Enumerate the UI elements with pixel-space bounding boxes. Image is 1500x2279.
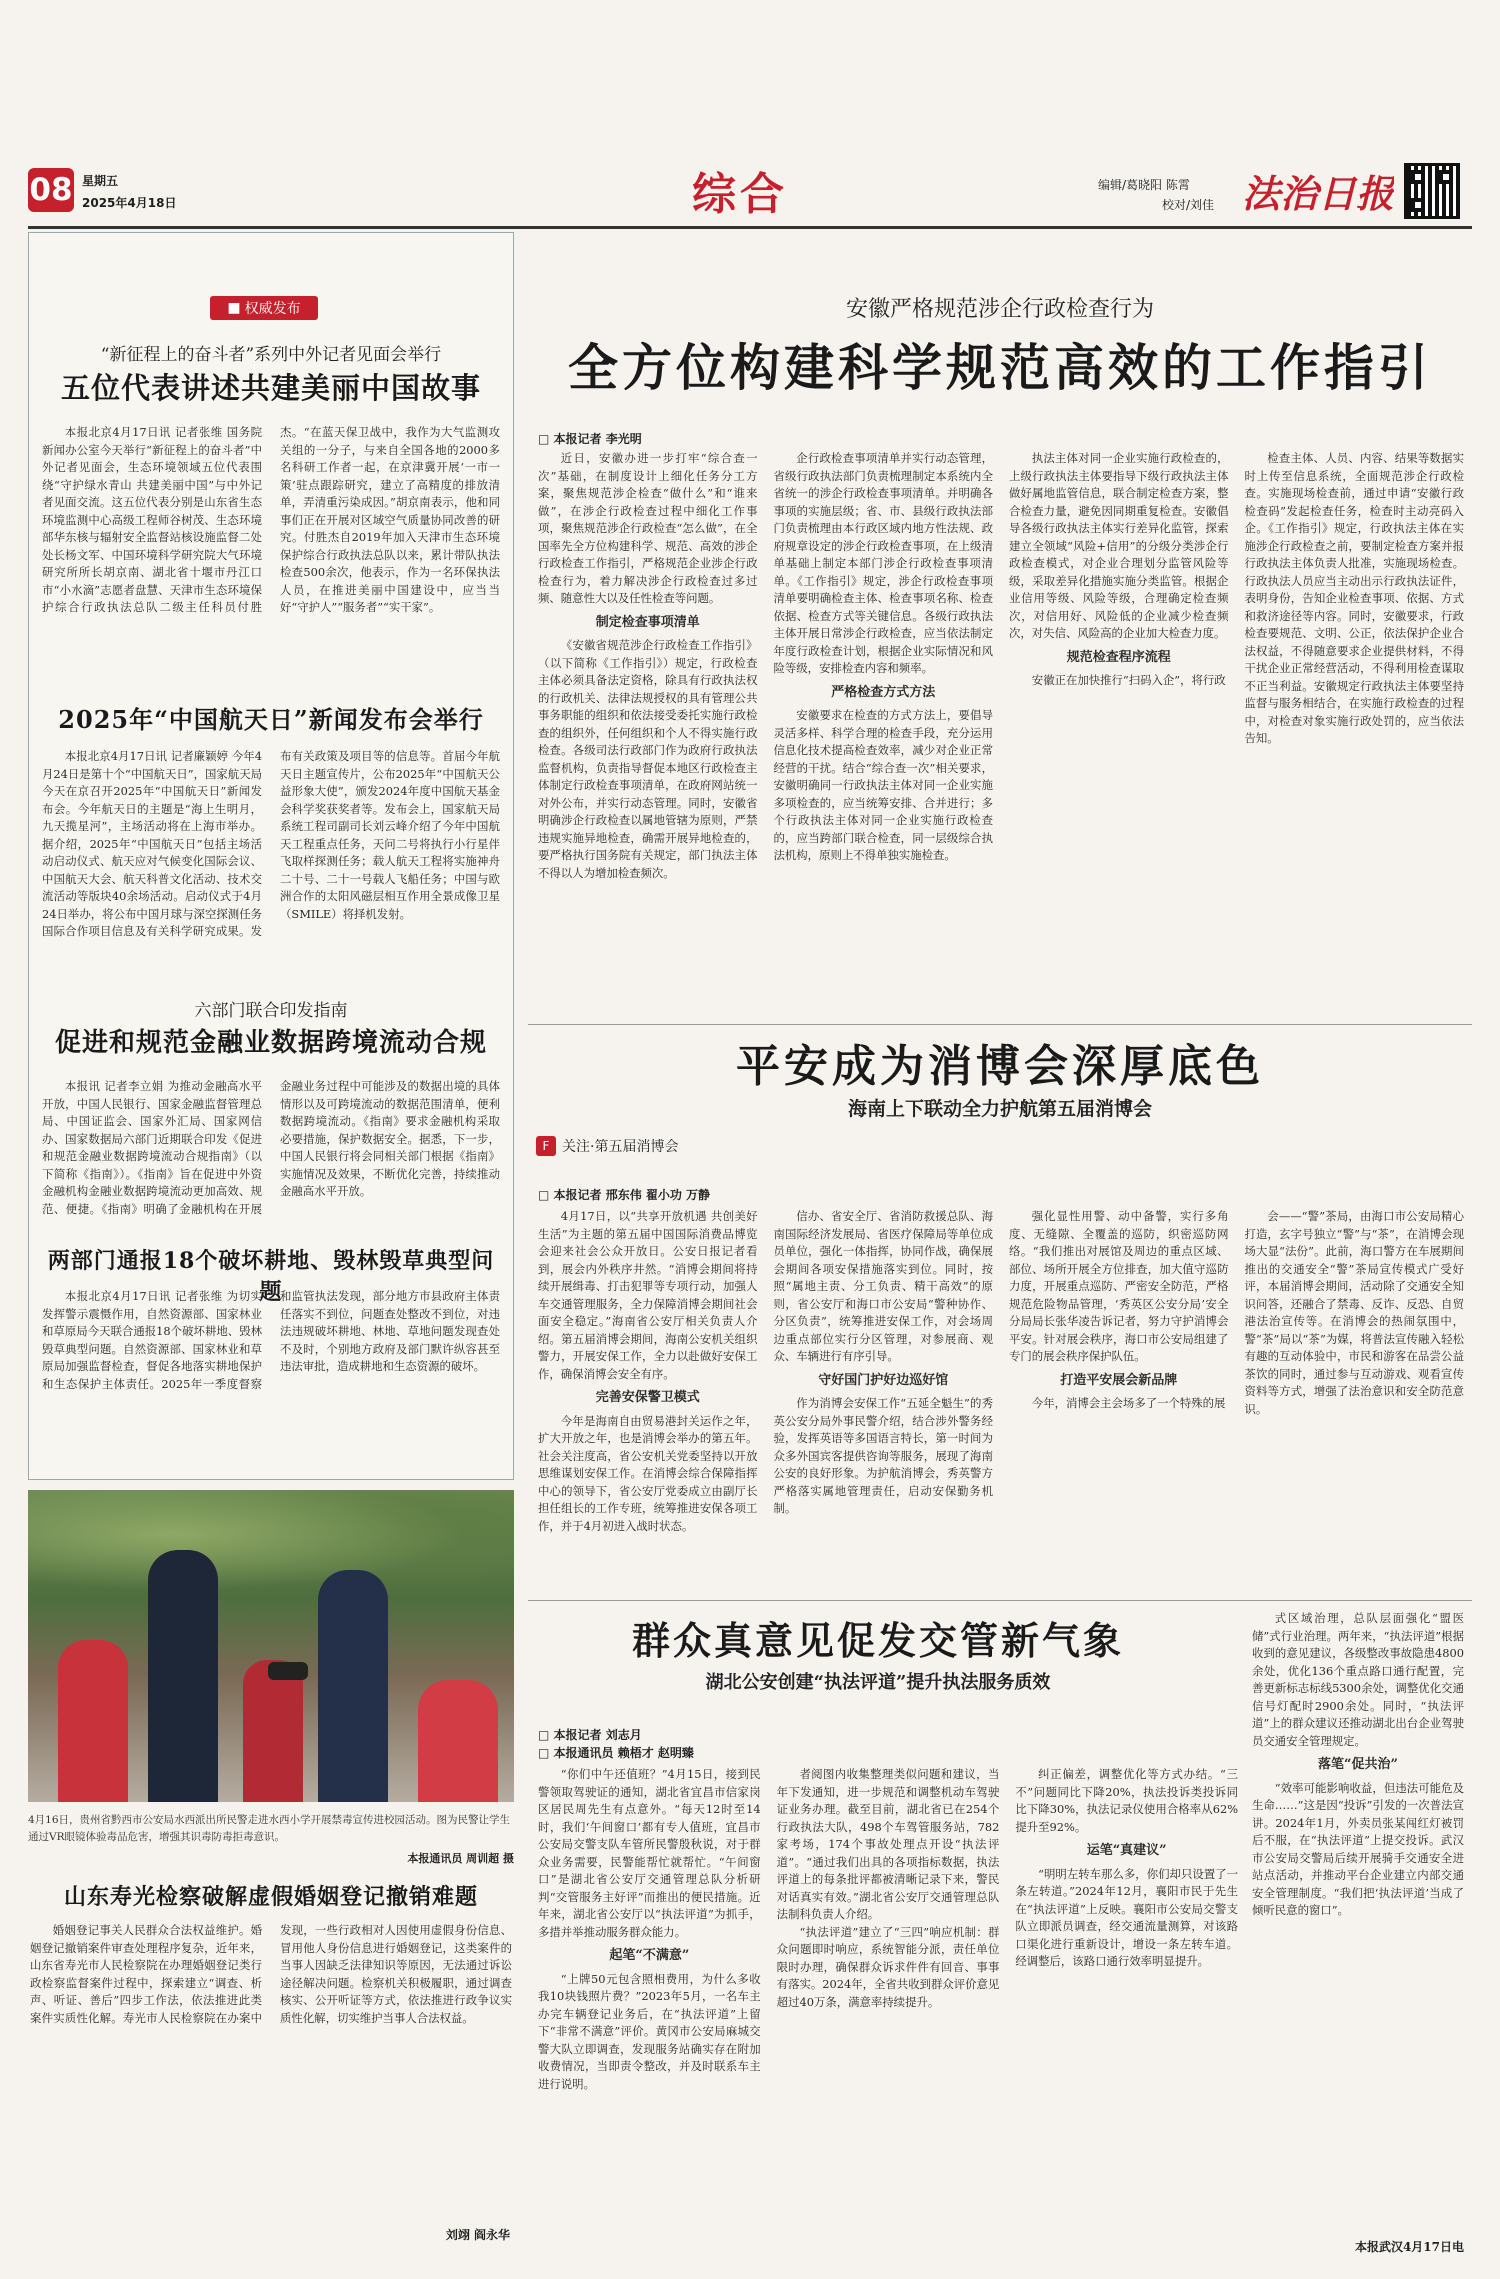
mid-col-1 — [538, 1208, 758, 1588]
student-figure — [58, 1640, 128, 1802]
mid-col-4 — [1245, 1208, 1465, 1588]
bottom-col-4-text: 式区域治理，总队层面强化“盟医储”式行业治理。两年来，“执法评道”根据收到的意见建议，各级整改事故隐患4800余处，优化136个重点路口通行配置，完善更新标志标线5300余处，调整优化交通信号灯配时2900余处。同时，“执法评道”上的群众建议还推动湖北出台企业驾驶员交通安全管理规定。 — [1252, 1611, 1464, 1748]
bottom-byline-1: □ 本报记者 刘志月 — [538, 1728, 642, 1742]
top-col-1b-text: 《安徽省规范涉企行政检查工作指引》（以下简称《工作指引》）规定，行政检查主体必须具备法定资格，除具有行政执法权的行政机关、法律法规授权的具有管理公共事务职能的组织和依法接受委托实施行政检查的组织外，任何组织和个人不得实施行政检查。各级司法行政部门作为政府行政执法监督机构，负责指导督促本地区行政检查主体制定行政检查事项清单，在政府网站统一对外公布，并实行动态管理。同时，安徽省明确涉企行政检查以属地管辖为原则，严禁违规实施异地检查，确需开展异地检查的，要严格执行国务院有关规定，部门执法主体不得以人为增加检查频次。 — [538, 638, 758, 880]
mid-title: 平安成为消博会深厚底色 — [736, 1041, 1264, 1092]
top-byline: □ 本报记者 李光明 — [538, 432, 642, 446]
mid-col-1-text: 4月17日，以“共享开放机遇 共创美好生活”为主题的第五届中国国际消费品博览会迎来社会公众开放日。公安日报记者看到，展会内外秩序井然。“消博会期间将持续开展缉毒、打击犯罪等专项行动，加强人车交通管理服务，全力保障消博会期间社会面安全稳定。”海南省公安厅相关负责人介绍。第五届消博会期间，海南公安机关组织警力，开展安保工作，全力以赴做好安保工作，确保消博会安全有序。 — [538, 1209, 758, 1381]
bottom-dateline: 本报武汉4月17日电 — [1354, 2240, 1464, 2254]
photo-caption-text: 4月16日，贵州省黔西市公安局水西派出所民警走进水西小学开展禁毒宣传进校园活动。图为民警让学生通过VR眼镜体验毒品危害，增强其识毒防毒拒毒意识。 — [28, 1814, 511, 1843]
qr-code-icon — [1404, 163, 1460, 219]
bottom-col-1 — [538, 1766, 761, 2246]
left-a5-text: 婚姻登记事关人民群众合法权益维护。婚姻登记撤销案件审查处理程序复杂，近年来，山东省寿光市人民检察院在办理婚姻登记类行政检察监督案件过程中，探索建立“调查、析声、听证、善后”四步工作法，依法推进此类案件实质性化解。寿光市人民检察院在办案中发现，一些行政相对人因使用虚假身份信息、冒用他人身份信息进行婚姻登记，这类案件的当事人因缺乏法律知识等原因，无法通过诉讼途径解决问题。检察机关积极履职，通过调查核实、公开听证等方式，依法推进行政争议实质性化解，切实维护当事人合法权益。 — [30, 1923, 512, 2025]
top-col-4 — [1245, 450, 1465, 1016]
bottom-col-4b-text: “效率可能影响收益，但违法可能危及生命……”这是因“投诉”引发的一次普法宣讲。2024年1月，外卖员张某闯红灯被罚后不服，在“执法评道”上提交投诉。武汉市公安局交警局后续开展骑手交通安全进站点活动，并推动平台企业建立内部交通安全管理制度。“我们把‘执法评道’当成了倾听民意的窗口”。 — [1252, 1780, 1464, 1917]
student-figure-3 — [418, 1680, 498, 1802]
news-photo — [28, 1490, 514, 1802]
top-col-4-text: 检查主体、人员、内容、结果等数据实时上传至信息系统，全面规范涉企行政检查。实施现场检查前，通过申请“安徽行政检查码”发起检查任务，检查时主动亮码入企。《工作指引》规定，行政执法主体在实施涉企行政检查之前，要制定检查方案并报行政执法主体负责人批准，实施现场检查。行政执法人员应当主动出示行政执法证件，表明身份，告知企业检查事项、依据、方式和救济途径等内容。同时，安徽要求，行政检查要规范、文明、公正，依法保护企业合法权益，不得随意要求企业提供材料，不得干扰企业正常经营活动，不得利用检查谋取不正当利益。安徽规定行政执法主体要坚持监督与服务相结合，在实施行政检查的过程中，对检查对象实施行政处罚的，应当依法告知。 — [1244, 451, 1464, 745]
bottom-col-1b-text: “上牌50元包含照相费用，为什么多收我10块钱照片费？”2023年5月，一名车主办完车辆登记业务后，在“执法评道”上留下“非常不满意”评价。黄冈市公安局麻城交警大队立即调查，发现服务站确实存在附加收费情况，当即责令整改，并及时联系车主进行说明。 — [538, 1971, 761, 2091]
left-a3-kicker: 六部门联合印发指南 — [194, 1001, 348, 1021]
mid-col-4-text: 会——“警”茶局，由海口市公安局精心打造，玄字号独立“警”与“茶”，在消博会现场大显“法份”。此前，海口警方在车展期间推出的交通安全“警”茶局宣传模式广受好评，本届消博会期间，活动除了交通安全知识问答，还融合了禁毒、反诈、反恐、自贸港法治宣传等。在消博会的热闹氛围中，警“茶”局以“茶”为媒，将普法宣传融入轻松有趣的互动体验中，市民和游客在品尝公益茶饮的同时，通过参与互动游戏、观看宣传资料等方式，增强了法治意识和安全防范意识。 — [1244, 1209, 1464, 1416]
bottom-col-2 — [777, 1766, 1000, 2246]
bottom-col-3b-text: “明明左转车那么多，你们却只设置了一条左转道。”2024年12月，襄阳市民于先生在“执法评道”上反映。襄阳市公安局交警支队立即派员调查，经交通流量测算，对该路口渠化进行重新设计，增设一条左转车道。经调整后，该路口通行效率明显提升。 — [1015, 1866, 1238, 1968]
left-a2-title: 2025年“中国航天日”新闻发布会举行 — [58, 705, 484, 734]
left-a4-body — [42, 1288, 500, 1468]
photo-credit: 本报通讯员 周训超 摄 — [407, 1852, 514, 1865]
section-title: 综合 — [692, 169, 788, 220]
mid-col-1b-text: 今年是海南自由贸易港封关运作之年，扩大开放之年，也是消博会举办的第五年。社会关注度高，省公安机关党委坚持以开放思维谋划安保工作。在消博会综合保障指挥中心的领导下，省公安厅党委成立由副厅长担任组长的工作专班，统筹推进安保各项工作，并于4月初进入战时状态。 — [538, 1413, 758, 1533]
bottom-col-1-text: “你们中午还值班？”4月15日，接到民警领取驾驶证的通知，湖北省宜昌市信家岗区居民周先生有点意外。“每天12时至14时，我们‘午间窗口’都有专人值班，宜昌市公安局交警支队车管所民警殷秋说，对于群众业务需要，民警能帮忙就帮忙。“午间窗口”是湖北省公安厅交通管理总队分析研判“交管服务主好评”而推出的便民措施。近年来，湖北省公安厅以“执法评道”为抓手，多措并举推动服务群众能力。 — [538, 1767, 761, 1939]
mid-subtitle: 海南上下联动全力护航第五届消博会 — [847, 1098, 1152, 1120]
top-col-3-subhead: 规范检查程序流程 — [1066, 649, 1171, 665]
left-a5-authors: 刘翊 阎永华 — [445, 2228, 510, 2242]
header-rule — [28, 226, 1472, 229]
left-a4-title: 两部门通报18个破坏耕地、毁林毁草典型问题 — [47, 1248, 495, 1305]
left-a5-title: 山东寿光检察破解虚假婚姻登记撤销难题 — [63, 1884, 478, 1910]
photo-caption — [28, 1812, 514, 1846]
mid-col-3-text: 强化显性用警、动中备警，实行多角度、无缝隙、全覆盖的巡防，织密巡防网络。“我们推出对展馆及周边的重点区域、部位、场所开展全方位排查，加大值守巡防力度，开展重点巡防、严密安全防范，严格规范危险物品管理，‘秀英区公安分局’安全分局局长张华凌告诉记者，努力守护消博会平安。针对展会秩序，海口市公安局组建了专门的展会秩序保护队伍。 — [1009, 1209, 1229, 1363]
bottom-col-1-subhead: 起笔“不满意” — [609, 1948, 690, 1963]
mid-column-tag-label: 关注·第五届消博会 — [562, 1139, 679, 1155]
bottom-subtitle: 湖北公安创建“执法评道”提升执法服务质效 — [705, 1672, 1051, 1693]
top-col-2-text: 企行政检查事项清单并实行动态管理，省级行政执法部门负责梳理制定本系统内全省统一的涉企行政检查事项清单。并明确各事项的实施层级；省、市、县级行政执法部门负责梳理由本行政区域内地方性法规、政府规章设定的涉企行政检查事项，在上级清单基础上制定本部门涉企行政检查事项清单。《工作指引》规定，涉企行政检查事项清单要明确检查主体、检查事项名称、检查依据、检查方式等关键信息。各级行政执法主体开展日常涉企行政检查，应当依法制定年度行政检查计划，根据企业实际情况和风险等级，安排检查内容和频率。 — [773, 451, 993, 675]
bottom-col-2-text: 者阅图内收集整理类似问题和建议，当年下发通知，进一步规范和调整机动车驾驶证业务办理。截至目前，湖北省已在254个行政执法大队，498个车驾管服务站，782家考场，174个事故处理点开设“执法评道”。“通过我们出具的各项指标数据，执法评道上的每条批评都被清晰记录下来，警民对话真实有效。”湖北省公安厅交通管理总队法制科负责人介绍。 — [776, 1767, 1000, 1921]
mid-col-3 — [1009, 1208, 1229, 1588]
mid-column-tag — [536, 1134, 736, 1158]
bottom-col-2b-text: “执法评道”建立了“三四”响应机制：群众问题即时响应，系统智能分派，责任单位限时办理，确保群众诉求件件有回音、事事有落实。2024年，全省共收到群众评价意见超过40万条，满意率持续提升。 — [776, 1924, 1000, 2009]
top-col-2 — [774, 450, 994, 1016]
left-a3-text: 本报讯 记者李立娟 为推动金融高水平开放，中国人民银行、国家金融监督管理总局、中国证监会、国家外汇局、国家网信办、国家数据局六部门近期联合印发《促进和规范金融业数据跨境流动合规指南》（以下简称《指南》）。《指南》旨在促进中外资金融机构金融业数据跨境流动更加高效、规范、便捷。《指南》明确了金融机构在开展金融业务过程中可能涉及的数据出境的具体情形以及可跨境流动的数据范围清单，便利数据跨境流动。《指南》要求金融机构采取必要措施，保护数据安全。据悉，下一步，中国人民银行将会同相关部门根据《指南》实施情况及效果，不断优化完善，持续推动金融高水平开放。 — [42, 1079, 500, 1216]
top-col-3b-text: 安徽正在加快推行“扫码入企”，将行政 — [1031, 673, 1226, 687]
bottom-col-3 — [1015, 1766, 1238, 2246]
top-col-2b-text: 安徽要求在检查的方式方法上，要倡导灵活多样、科学合理的检查手段，充分运用信息化技术提高检查效率，减少对企业正常经营的干扰。结合“综合查一次”相关要求，安徽明确同一行政执法主体对同一企业实施多项检查的，应当统筹安排、合并进行；多个行政执法主体对同一企业实施行政检查的，应当跨部门联合检查，同一层级综合执法机构，原则上不得单独实施检查。 — [773, 708, 993, 862]
issue-date: 2025年4月18日 — [82, 196, 177, 210]
mid-col-3-subhead: 打造平安展会新品牌 — [1060, 1372, 1178, 1388]
bottom-col-3-subhead: 运笔“真建议” — [1086, 1843, 1167, 1858]
mid-byline: □ 本报记者 邢东伟 翟小功 万静 — [538, 1188, 711, 1202]
left-a1-body — [42, 424, 500, 686]
left-a4-text: 本报北京4月17日讯 记者张维 为切实发挥警示震慑作用，自然资源部、国家林业和草原局今天联合通报18个破坏耕地、毁林毁草典型问题。自然资源部、国家林业和草原局加强监督检查，督促各地落实耕地保护和生态保护主体责任。2025年一季度督察和监管执法发现，部分地方市县政府主体责任落实不到位，问题查处整改不到位，对违法违规破坏耕地、林地、草地问题发现查处不及时，个别地方政府及部门默许纵容甚至违法审批，造成耕地和生态资源的破坏。 — [42, 1289, 500, 1391]
left-a5-body — [30, 1922, 512, 2222]
top-col-2-subhead: 严格检查方式方法 — [831, 684, 936, 700]
column-tag — [210, 296, 318, 320]
left-a2-body — [42, 748, 500, 978]
mid-col-2b-text: 作为消博会安保工作“五延全魁生”的秀英公安分局外事民警介绍，结合涉外警务经验，发挥英语等多国语言特长，第一时间为众多外国宾客提供咨询等服务，展现了海南公安的良好形象。为护航消博会，秀英警方严格落实属地管理责任，启动安保勤务机制。 — [773, 1396, 993, 1515]
student-figure-2 — [243, 1660, 303, 1802]
left-a1-text: 本报北京4月17日讯 记者张维 国务院新闻办公室今天举行“新征程上的奋斗者”中外记者见面会，生态环境领域五位代表围绕“守护绿水青山 共建美丽中国”与中外记者见面交流。这五位代表分别是山东省生态环境监测中心高级工程师谷树茂、生态环境部华东核与辐射安全监督站核设施监督二处处长杨文军、中国环境科学研究院大气环境研究所所长胡京南、湖北省十堰市丹江口市“小水滴”志愿者盘慧、天津市生态环境保护综合行政执法总队二级主任科员付胜杰。“在蓝天保卫战中，我作为大气监测攻关组的一分子，与来自全国各地的2000多名科研工作者一起，在京津冀开展‘一市一策’驻点跟踪研究，建立了高精度的排放清单，弄清重污染成因。”胡京南表示，他和同事们正在开展对区域空气质量协同改善的研究。付胜杰自2019年加入天津市生态环境保护综合行政执法总队以来，累计带队执法检查500余次，他表示，作为一名环保执法人员，在推进美丽中国建设中，应当当好“守护人”“服务者”“实干家”。 — [42, 425, 500, 614]
top-col-3 — [1009, 450, 1229, 1016]
bottom-col-3-text: 纠正偏差，调整优化等方式办结。“三不”问题同比下降20%，执法投诉类投诉同比下降30%，执法记录仪使用合格率从62%提升至92%。 — [1015, 1767, 1238, 1834]
page-number-badge: 08 — [28, 168, 74, 212]
vr-headset-icon — [268, 1662, 308, 1680]
left-a1-kicker: “新征程上的奋斗者”系列中外记者见面会举行 — [100, 345, 442, 365]
left-a3-title: 促进和规范金融业数据跨境流动合规 — [54, 1028, 487, 1058]
top-col-3-text: 执法主体对同一企业实施行政检查的，上级行政执法主体要指导下级行政执法主体做好属地监管信息，联合制定检查方案，整合检查力量，避免因同期重复检查。安徽倡导各级行政执法主体实行差异化监管，探索建立全领域“风险+信用”的分级分类涉企行政检查模式，对企业合理划分监管风险等级，采取差异化措施实施分类监管。根据企业信用等级、风险等级，合理确定检查频次，对信用好、风险低的企业减少检查频次，对失信、风险高的企业加大检查力度。 — [1009, 451, 1229, 640]
top-columns — [538, 450, 1464, 1016]
editors: 编辑/葛晓阳 陈霄 — [1098, 178, 1190, 192]
mid-col-2-text: 信办、省安全厅、省消防救援总队、海南国际经济发展局、省医疗保障局等单位成员单位，强化一体指挥，协同作战，确保展会期间各项安保措施落实到位。同时，按照“属地主责、分工负责、精干高效”的原则，省公安厅和海口市公安局“警种协作、分区负责”，统筹推进安保工作，对会场周边重点部位实行分区管理，对参展商、观众、车辆进行有序引导。 — [773, 1209, 993, 1363]
mid-col-2 — [774, 1208, 994, 1588]
left-a3-body — [42, 1078, 500, 1228]
bottom-byline-2: □ 本报通讯员 赖梧才 赵明臻 — [538, 1746, 694, 1760]
divider-top — [528, 1024, 1472, 1025]
top-kicker: 安徽严格规范涉企行政检查行为 — [845, 297, 1154, 322]
mid-col-1-subhead: 完善安保警卫模式 — [595, 1390, 700, 1405]
tag-flag-icon: ■ — [227, 300, 241, 316]
tag-flag-icon-2: F — [536, 1136, 556, 1156]
mid-columns — [538, 1208, 1464, 1588]
top-col-1-subhead: 制定检查事项清单 — [595, 614, 700, 630]
divider-mid — [528, 1600, 1472, 1601]
bottom-title: 群众真意见促发交管新气象 — [631, 1618, 1124, 1663]
left-a2-text: 本报北京4月17日讯 记者廉颖婷 今年4月24日是第十个“中国航天日”，国家航天局今天在京召开2025年“中国航天日”新闻发布会。今年航天日的主题是“海上生明月，九天揽星河”，主场活动将在上海市举办。据介绍，2025年“中国航天日”包括主场活动启动仪式、航天应对气候变化国际会议、中国航天大会、航天科普文化活动、技术交流活动等版块40余场活动。启动仪式于4月24日举办，将公布中国月球与深空探测任务国际合作项目信息及有关科学研究成果。发布有关政策及项目等的信息等。首届今年航天日主题宣传片，公布2025年“中国航天公益形象大使”，颁发2024年度中国航天基金会科学奖获奖者等。发布会上，国家航天局系统工程司副司长刘云峰介绍了今年中国航天工程重点任务，天问二号将执行小行星伴飞取样探测任务；载人航天工程将实施神舟二十号、二十一号载人飞船任务；中国与欧洲合作的太阳风磁层相互作用全景成像卫星（SMILE）将择机发射。 — [42, 749, 500, 938]
weekday: 星期五 — [82, 174, 119, 188]
proofreader: 校对/刘佳 — [1162, 198, 1215, 212]
bottom-col-4 — [1252, 1610, 1464, 2230]
mid-col-3b-text: 今年，消博会主会场多了一个特殊的展 — [1031, 1396, 1226, 1410]
mid-col-2-subhead: 守好国门护好边巡好馆 — [818, 1372, 949, 1388]
column-tag-label: 权威发布 — [244, 301, 301, 317]
top-col-1 — [538, 450, 758, 1016]
top-col-1-text: 近日，安徽办进一步打牢“综合查一次”基础，在制度设计上细化任务分工方案，聚焦规范涉企检查“做什么”和“谁来做”，在涉企行政检查过程中细化工作事项，聚焦规范涉企行政检查“怎么做”，在全国率先全方位构建科学、规范、高效的涉企行政检查工作指引，严格规范企业涉企行政检查行为，着力解决涉企行政检查过多过频、随意性大以及任性检查等问题。 — [538, 451, 758, 605]
bottom-col-4-subhead: 落笔“促共治” — [1318, 1757, 1398, 1772]
left-a1-title: 五位代表讲述共建美丽中国故事 — [60, 371, 481, 405]
officer-figure-2 — [318, 1570, 388, 1802]
bottom-columns — [538, 1766, 1238, 2246]
masthead: 法治日报 — [1242, 171, 1395, 216]
top-title: 全方位构建科学规范高效的工作指引 — [568, 338, 1432, 397]
officer-figure — [148, 1550, 218, 1802]
